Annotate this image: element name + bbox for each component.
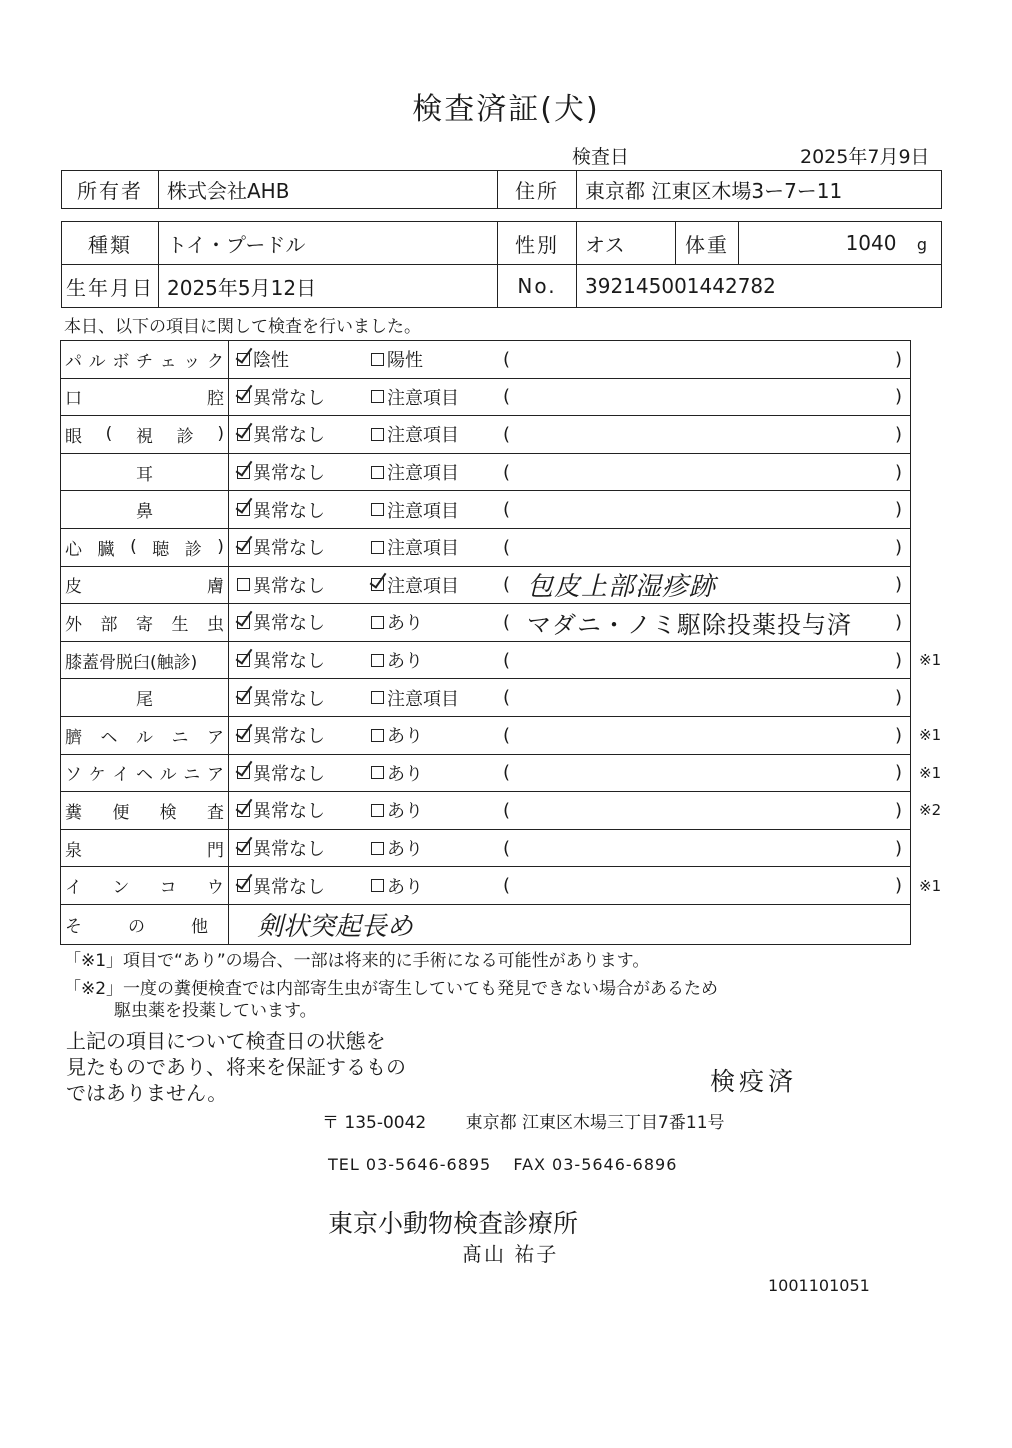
item-name-char: ケ [88, 765, 106, 786]
inspection-row [61, 604, 910, 642]
inspection-row [61, 830, 910, 868]
close-paren: ) [894, 799, 902, 821]
intro-text: 本日、以下の項目に関して検査を行いました。 [64, 317, 421, 337]
other-label-char: の [128, 916, 145, 937]
item-name-char: ボ [112, 351, 130, 372]
open-paren: ( [503, 649, 511, 671]
number-value: 392145001442782 [577, 265, 942, 308]
disclaimer-line: 上記の項目について検査日の状態を [66, 1029, 386, 1053]
inspection-row [61, 567, 910, 605]
opt2-option[interactable] [371, 379, 459, 416]
opt1-option[interactable] [237, 567, 325, 604]
owner-table [61, 170, 942, 209]
close-paren: ) [894, 611, 902, 633]
birth-value: 2025年5月12日 [159, 265, 498, 308]
clinic-address: 東京都 江東区木場三丁目7番11号 [465, 1113, 725, 1133]
checkbox-icon[interactable] [371, 691, 384, 704]
opt1-option[interactable] [237, 755, 325, 792]
item-name [61, 529, 229, 566]
footnote-ref: ※1 [919, 726, 942, 745]
option-label: 異常なし [253, 387, 325, 409]
item-name-char: ル [88, 351, 106, 372]
open-paren: ( [503, 348, 511, 370]
close-paren: ) [894, 499, 902, 521]
checkbox-icon[interactable] [371, 541, 384, 554]
breed-label: 種類 [62, 222, 159, 265]
item-name-char: パ [65, 351, 82, 372]
document-title: 検査済証(犬) [412, 92, 600, 127]
item-name-char: ) [217, 537, 224, 558]
item-name-char: 聴 [152, 539, 170, 560]
weight-cell [739, 222, 942, 265]
checkbox-icon[interactable] [237, 578, 250, 591]
opt1-option[interactable] [237, 454, 325, 491]
note-2: 「※2」一度の糞便検査では内部寄生虫が寄生していても発見できない場合があるため [64, 979, 719, 999]
item-name-char: 診 [184, 539, 202, 560]
item-name-char: イ [65, 878, 82, 899]
item-name-char: ル [159, 765, 177, 786]
opt2-option[interactable] [371, 491, 459, 528]
option-label: 異常なし [253, 651, 325, 673]
checkbox-icon[interactable] [371, 766, 384, 779]
clinic-name: 東京小動物検査診療所 [328, 1209, 579, 1238]
weight-value: 1040 [845, 231, 897, 255]
item-name-char: ( [130, 537, 137, 558]
option-label: 異常なし [253, 500, 325, 522]
opt1-option[interactable] [237, 379, 325, 416]
checked-box-icon[interactable] [237, 353, 250, 366]
item-name-char: 門 [207, 840, 224, 861]
item-name: 鼻 [61, 491, 229, 528]
open-paren: ( [503, 574, 511, 596]
opt1-option[interactable] [237, 416, 325, 453]
open-paren: ( [503, 423, 511, 445]
address-value: 東京都 江東区木場3ー7ー11 [577, 171, 942, 209]
checkbox-icon[interactable] [371, 804, 384, 817]
checked-box-icon[interactable] [237, 428, 250, 441]
inspection-row [61, 792, 942, 830]
opt1-option[interactable] [237, 529, 325, 566]
option-label: 異常なし [253, 876, 325, 898]
option-label: 異常なし [253, 613, 325, 635]
option-label: 異常なし [253, 801, 325, 823]
option-label: あり [387, 613, 423, 635]
item-name-char: 診 [176, 426, 194, 447]
item-name-char: 虫 [207, 614, 224, 635]
checkbox-icon[interactable] [371, 654, 384, 667]
item-name [61, 717, 229, 754]
clinic-tel: TEL 03-5646-6895 [328, 1155, 492, 1174]
item-name-char: ) [217, 424, 224, 445]
option-label: あり [387, 763, 423, 785]
item-name-char: イ [112, 765, 130, 786]
item-name-char: 糞 [65, 802, 82, 823]
open-paren: ( [503, 875, 511, 897]
open-paren: ( [503, 536, 511, 558]
opt2-option[interactable] [371, 717, 423, 754]
open-paren: ( [503, 461, 511, 483]
opt2-option[interactable] [371, 529, 459, 566]
option-label: 異常なし [253, 575, 325, 597]
checkbox-icon[interactable] [371, 353, 384, 366]
open-paren: ( [503, 499, 511, 521]
checkbox-icon[interactable] [371, 466, 384, 479]
footnote-ref: ※2 [919, 801, 942, 820]
close-paren: ) [894, 724, 902, 746]
close-paren: ) [894, 837, 902, 859]
item-name [61, 604, 229, 641]
opt2-option[interactable] [371, 604, 423, 641]
item-name-char: チ [135, 351, 153, 372]
clinic-address-line [322, 1108, 725, 1133]
item-name-char: 臍 [65, 727, 82, 748]
item-name-char: 腔 [207, 389, 224, 410]
close-paren: ) [894, 687, 902, 709]
checked-box-icon[interactable] [237, 466, 250, 479]
item-name [61, 755, 229, 792]
item-name [61, 416, 229, 453]
other-label-char: そ [65, 916, 82, 937]
item-name-char: ェ [159, 351, 177, 372]
option-label: あり [387, 839, 423, 861]
option-label: 注意項目 [387, 688, 459, 710]
exam-date-label: 検査日 [572, 146, 630, 168]
item-name-char: 部 [100, 614, 118, 635]
checked-box-icon[interactable] [237, 503, 250, 516]
note-3: 駆虫薬を投薬しています。 [114, 1001, 317, 1021]
opt2-option[interactable] [371, 454, 459, 491]
opt1-option[interactable] [237, 679, 325, 716]
option-label: 注意項目 [387, 425, 459, 447]
doctor-name: 髙山 祐子 [462, 1242, 559, 1266]
birth-label: 生年月日 [62, 265, 159, 308]
option-label: あり [387, 801, 423, 823]
item-name-char: 便 [112, 802, 130, 823]
owner-label: 所有者 [62, 171, 159, 209]
option-label: 注意項目 [387, 387, 459, 409]
option-label: 注意項目 [387, 538, 459, 560]
checkbox-icon[interactable] [371, 842, 384, 855]
close-paren: ) [894, 423, 902, 445]
item-name-char: ア [206, 765, 224, 786]
option-label: あり [387, 876, 423, 898]
open-paren: ( [503, 687, 511, 709]
item-name-char: ク [206, 351, 224, 372]
checkbox-icon[interactable] [371, 729, 384, 742]
item-name-char: 寄 [136, 614, 153, 635]
open-paren: ( [503, 762, 511, 784]
other-label-char: 他 [191, 916, 208, 937]
item-name-char: 心 [65, 539, 82, 560]
option-label: 異常なし [253, 425, 325, 447]
remark-text: 包皮上部湿疹跡 [527, 572, 717, 603]
option-label: 陽性 [387, 350, 423, 372]
animal-table [61, 221, 942, 308]
close-paren: ) [894, 649, 902, 671]
option-label: 注意項目 [387, 500, 459, 522]
opt1-option[interactable] [237, 604, 325, 641]
inspection-row [61, 867, 942, 905]
inspection-row [61, 454, 910, 492]
option-label: 異常なし [253, 538, 325, 560]
checkbox-icon[interactable] [371, 390, 384, 403]
option-label: 注意項目 [387, 463, 459, 485]
opt2-option[interactable] [371, 867, 423, 904]
address-label: 住所 [498, 171, 577, 209]
item-name [61, 867, 229, 904]
checkbox-icon[interactable] [371, 879, 384, 892]
item-name [61, 341, 229, 378]
option-label: 注意項目 [387, 575, 459, 597]
inspection-table [60, 340, 942, 945]
item-name-char: ニ [171, 727, 189, 748]
open-paren: ( [503, 611, 511, 633]
weight-label: 体重 [676, 222, 739, 265]
item-name-char: ソ [65, 765, 82, 786]
number-label: No. [498, 265, 577, 308]
weight-unit: g [916, 235, 927, 254]
item-name-char: 口 [65, 389, 82, 410]
checkbox-icon[interactable] [371, 503, 384, 516]
owner-value: 株式会社AHB [159, 171, 498, 209]
open-paren: ( [503, 386, 511, 408]
item-name-char: ウ [206, 878, 224, 899]
document-number: 1001101051 [768, 1276, 870, 1295]
disclaimer [66, 1028, 406, 1106]
clinic-contact [328, 1155, 677, 1174]
inspection-row [61, 416, 910, 454]
item-name-char: 生 [171, 614, 189, 635]
open-paren: ( [503, 724, 511, 746]
checked-box-icon[interactable] [237, 879, 250, 892]
remark-text: マダニ・ノミ駆除投薬投与済 [527, 610, 852, 639]
item-name-char: ( [105, 424, 113, 445]
note-1: 「※1」項目で“あり”の場合、一部は将来的に手術になる可能性があります。 [64, 951, 650, 971]
clinic-fax: FAX 03-5646-6896 [513, 1155, 678, 1174]
opt2-option[interactable] [371, 341, 423, 378]
checked-box-icon[interactable] [237, 804, 250, 817]
other-value: 剣状突起長め [257, 911, 414, 942]
option-label: あり [387, 726, 423, 748]
checked-box-icon[interactable] [237, 729, 250, 742]
item-name-char: ヘ [100, 727, 118, 748]
close-paren: ) [894, 574, 902, 596]
item-name-char: 臓 [97, 539, 115, 560]
item-name: 尾 [61, 679, 229, 716]
item-name-char: ア [207, 727, 224, 748]
option-label: あり [387, 651, 423, 673]
option-label: 陰性 [253, 350, 289, 372]
checked-box-icon[interactable] [237, 691, 250, 704]
option-label: 異常なし [253, 839, 325, 861]
close-paren: ) [894, 386, 902, 408]
item-name-char: コ [159, 878, 177, 899]
close-paren: ) [894, 348, 902, 370]
checked-box-icon[interactable] [237, 390, 250, 403]
disclaimer-line: ではありません。 [66, 1081, 228, 1105]
opt1-option[interactable] [237, 642, 325, 679]
item-name [61, 379, 229, 416]
inspection-row [61, 679, 910, 717]
item-name-char: 外 [65, 614, 82, 635]
close-paren: ) [894, 762, 902, 784]
checked-box-icon[interactable] [237, 616, 250, 629]
opt2-option[interactable] [371, 830, 423, 867]
item-name [61, 792, 229, 829]
opt1-option[interactable] [237, 830, 325, 867]
item-name-char: 眼 [65, 426, 82, 447]
item-name-char: ッ [183, 351, 201, 372]
disclaimer-line: 見たものであり、将来を保証するもの [66, 1055, 406, 1079]
item-name-char: 視 [135, 426, 153, 447]
opt2-option[interactable] [371, 679, 459, 716]
inspection-row [61, 529, 910, 567]
opt1-option[interactable] [237, 717, 325, 754]
opt2-option[interactable] [371, 416, 459, 453]
opt2-option[interactable] [371, 642, 423, 679]
item-name [61, 567, 229, 604]
item-name-char: ニ [183, 765, 201, 786]
breed-value: トイ・プードル [159, 222, 498, 265]
close-paren: ) [894, 461, 902, 483]
item-name-char: 検 [159, 802, 177, 823]
item-name-char: 査 [206, 802, 224, 823]
option-label: 異常なし [253, 463, 325, 485]
checked-box-icon[interactable] [371, 578, 384, 591]
item-name-char: ン [112, 878, 130, 899]
inspection-row [61, 379, 910, 417]
item-name: 耳 [61, 454, 229, 491]
option-label: 異常なし [253, 763, 325, 785]
close-paren: ) [894, 875, 902, 897]
inspection-row [61, 755, 942, 793]
footnote-ref: ※1 [919, 763, 942, 782]
opt2-option[interactable] [371, 567, 459, 604]
opt2-option[interactable] [371, 792, 423, 829]
option-label: 異常なし [253, 688, 325, 710]
item-name: 膝蓋骨脱臼(触診) [61, 642, 229, 679]
checked-box-icon[interactable] [237, 654, 250, 667]
opt1-option[interactable] [237, 792, 325, 829]
item-name [61, 830, 229, 867]
footnote-ref: ※1 [919, 651, 942, 670]
inspection-row [61, 491, 910, 529]
checked-box-icon[interactable] [237, 541, 250, 554]
exam-date-value: 2025年7月9日 [800, 146, 930, 168]
close-paren: ) [894, 536, 902, 558]
postal-code: 〒 135-0042 [322, 1113, 427, 1133]
quarantine-stamp: 検疫済 [710, 1067, 798, 1096]
inspection-row [61, 642, 942, 680]
other-row [61, 905, 910, 945]
opt2-option[interactable] [371, 755, 423, 792]
checked-box-icon[interactable] [237, 842, 250, 855]
footnote-ref: ※1 [919, 876, 942, 895]
open-paren: ( [503, 799, 511, 821]
inspection-row [61, 341, 910, 379]
item-name-char: ル [136, 727, 153, 748]
item-name-char: 皮 [65, 577, 82, 598]
other-label [61, 905, 229, 944]
option-label: 異常なし [253, 726, 325, 748]
inspection-row [61, 717, 942, 755]
item-name-char: 膚 [207, 577, 224, 598]
checkbox-icon[interactable] [371, 428, 384, 441]
opt1-option[interactable] [237, 491, 325, 528]
opt1-option[interactable] [237, 867, 325, 904]
checked-box-icon[interactable] [237, 766, 250, 779]
sex-label: 性別 [498, 222, 577, 265]
item-name-char: 泉 [65, 840, 82, 861]
item-name-char: ヘ [135, 765, 153, 786]
checkbox-icon[interactable] [371, 616, 384, 629]
sex-value: オス [577, 222, 676, 265]
open-paren: ( [503, 837, 511, 859]
opt1-option[interactable] [237, 341, 289, 378]
